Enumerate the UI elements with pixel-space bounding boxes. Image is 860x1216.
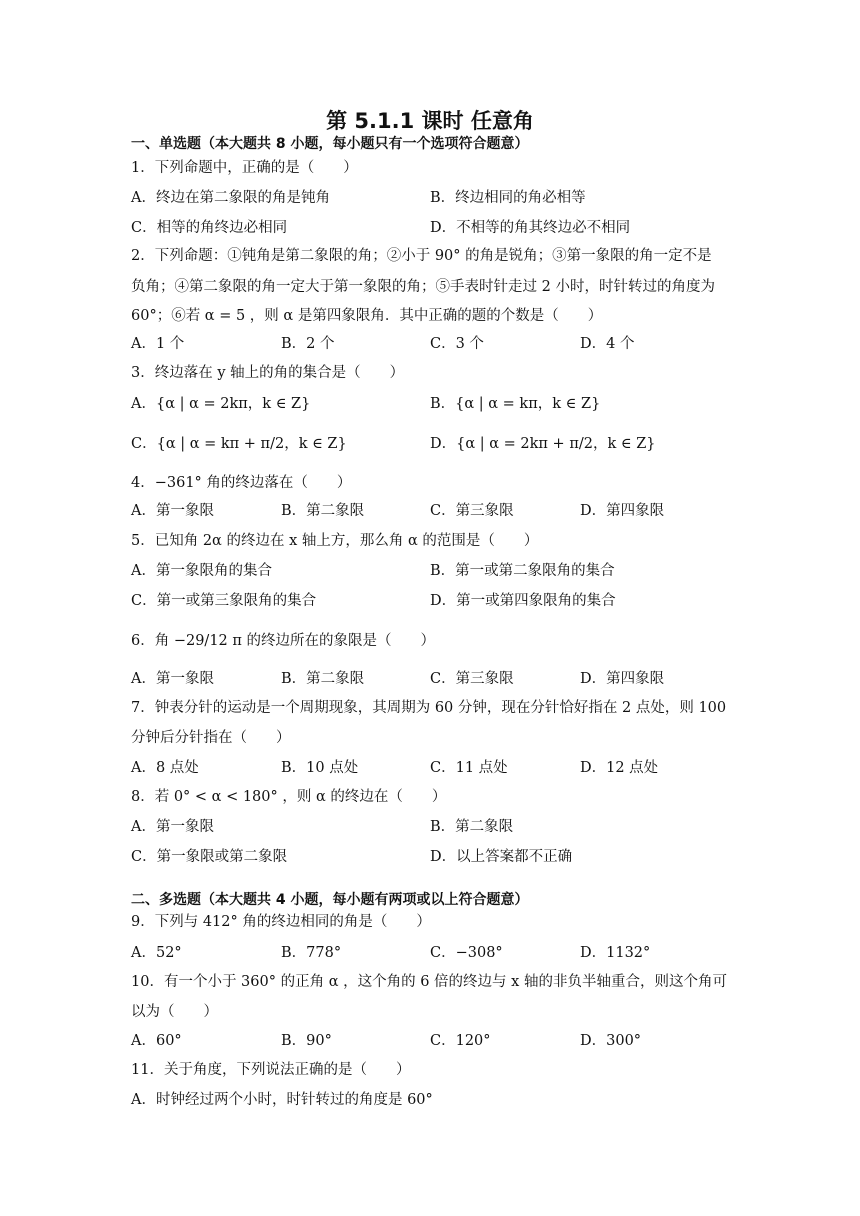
question-text-line: 9．下列与 412° 角的终边相同的角是（ ） bbox=[131, 914, 431, 930]
question-text-line: 以为（ ） bbox=[131, 1004, 218, 1020]
answer-option[interactable]: C．第一或第三象限角的集合 bbox=[131, 593, 317, 609]
answer-option[interactable]: B．2 个 bbox=[281, 336, 335, 352]
answer-option[interactable]: D．4 个 bbox=[580, 336, 635, 352]
question-text-line: 7．钟表分针的运动是一个周期现象，其周期为 60 分钟，现在分针恰好指在 2 点处，则 100 bbox=[131, 700, 727, 716]
question-text-line: 3．终边落在 y 轴上的角的集合是（ ） bbox=[131, 365, 405, 381]
answer-option[interactable]: B．{α | α = kπ，k ∈ Z} bbox=[430, 396, 601, 412]
answer-option[interactable]: B．第二象限 bbox=[281, 503, 365, 519]
question-text-line: 负角；④第二象限的角一定大于第一象限的角；⑤手表时针走过 2 小时，时针转过的角度为 bbox=[131, 279, 715, 295]
question-text-line: 6．角 −29/12 π 的终边所在的象限是（ ） bbox=[131, 633, 436, 649]
question-text-line: 分钟后分针指在（ ） bbox=[131, 730, 291, 746]
answer-option[interactable]: C．第三象限 bbox=[430, 503, 514, 519]
section-heading-multi-choice: 二、多选题（本大题共 4 小题，每小题有两项或以上符合题意） bbox=[131, 892, 529, 908]
answer-option[interactable]: A．8 点处 bbox=[131, 760, 199, 776]
answer-option[interactable]: A．第一象限 bbox=[131, 819, 214, 835]
question-text-line: 8．若 0° < α < 180° ，则 α 的终边在（ ） bbox=[131, 789, 447, 805]
answer-option[interactable]: B．终边相同的角必相等 bbox=[430, 190, 586, 206]
answer-option[interactable]: A．终边在第二象限的角是钝角 bbox=[131, 190, 330, 206]
answer-option[interactable]: A．{α | α = 2kπ，k ∈ Z} bbox=[131, 396, 311, 412]
answer-option[interactable]: B．第二象限 bbox=[281, 671, 365, 687]
answer-option[interactable]: D．300° bbox=[580, 1033, 642, 1049]
question-text-line: 11．关于角度，下列说法正确的是（ ） bbox=[131, 1062, 411, 1078]
answer-option[interactable]: B．10 点处 bbox=[281, 760, 359, 776]
answer-option[interactable]: D．以上答案都不正确 bbox=[430, 849, 573, 865]
answer-option[interactable]: A．第一象限 bbox=[131, 503, 214, 519]
answer-option[interactable]: A．60° bbox=[131, 1033, 182, 1049]
question-text-line: 60°；⑥若 α = 5 ，则 α 是第四象限角．其中正确的题的个数是（ ） bbox=[131, 308, 603, 324]
answer-option[interactable]: B．第一或第二象限角的集合 bbox=[430, 563, 615, 579]
answer-option[interactable]: A．1 个 bbox=[131, 336, 185, 352]
answer-option[interactable]: C．11 点处 bbox=[430, 760, 508, 776]
answer-option[interactable]: D．第四象限 bbox=[580, 503, 665, 519]
question-text-line: 2．下列命题：①钝角是第二象限的角；②小于 90° 的角是锐角；③第一象限的角一定不是 bbox=[131, 248, 712, 264]
answer-option[interactable]: A．第一象限角的集合 bbox=[131, 563, 272, 579]
answer-option[interactable]: C．−308° bbox=[430, 945, 503, 961]
question-text-line: 1．下列命题中，正确的是（ ） bbox=[131, 160, 358, 176]
answer-option[interactable]: B．90° bbox=[281, 1033, 332, 1049]
answer-option[interactable]: B．第二象限 bbox=[430, 819, 514, 835]
answer-option[interactable]: C．3 个 bbox=[430, 336, 484, 352]
answer-option[interactable]: D．第四象限 bbox=[580, 671, 665, 687]
answer-option[interactable]: C．120° bbox=[430, 1033, 491, 1049]
answer-option[interactable]: A．第一象限 bbox=[131, 671, 214, 687]
answer-option[interactable]: B．778° bbox=[281, 945, 342, 961]
page-title: 第 5.1.1 课时 任意角 bbox=[326, 109, 534, 133]
question-text-line: 4．−361° 角的终边落在（ ） bbox=[131, 475, 352, 491]
section-heading-single-choice: 一、单选题（本大题共 8 小题，每小题只有一个选项符合题意） bbox=[131, 136, 529, 152]
answer-option[interactable]: D．12 点处 bbox=[580, 760, 659, 776]
question-text-line: 5．已知角 2α 的终边在 x 轴上方，那么角 α 的范围是（ ） bbox=[131, 533, 539, 549]
answer-option[interactable]: A．52° bbox=[131, 945, 182, 961]
answer-option[interactable]: D．1132° bbox=[580, 945, 651, 961]
question-text-line: 10．有一个小于 360° 的正角 α ，这个角的 6 倍的终边与 x 轴的非负半轴重合，则这个角可 bbox=[131, 974, 727, 990]
answer-option[interactable]: A．时钟经过两个小时，时针转过的角度是 60° bbox=[131, 1092, 433, 1108]
answer-option[interactable]: D．{α | α = 2kπ + π/2，k ∈ Z} bbox=[430, 436, 656, 452]
answer-option[interactable]: C．{α | α = kπ + π/2，k ∈ Z} bbox=[131, 436, 347, 452]
answer-option[interactable]: C．第三象限 bbox=[430, 671, 514, 687]
answer-option[interactable]: D．第一或第四象限角的集合 bbox=[430, 593, 616, 609]
answer-option[interactable]: D．不相等的角其终边必不相同 bbox=[430, 220, 631, 236]
answer-option[interactable]: C．相等的角终边必相同 bbox=[131, 220, 288, 236]
answer-option[interactable]: C．第一象限或第二象限 bbox=[131, 849, 288, 865]
